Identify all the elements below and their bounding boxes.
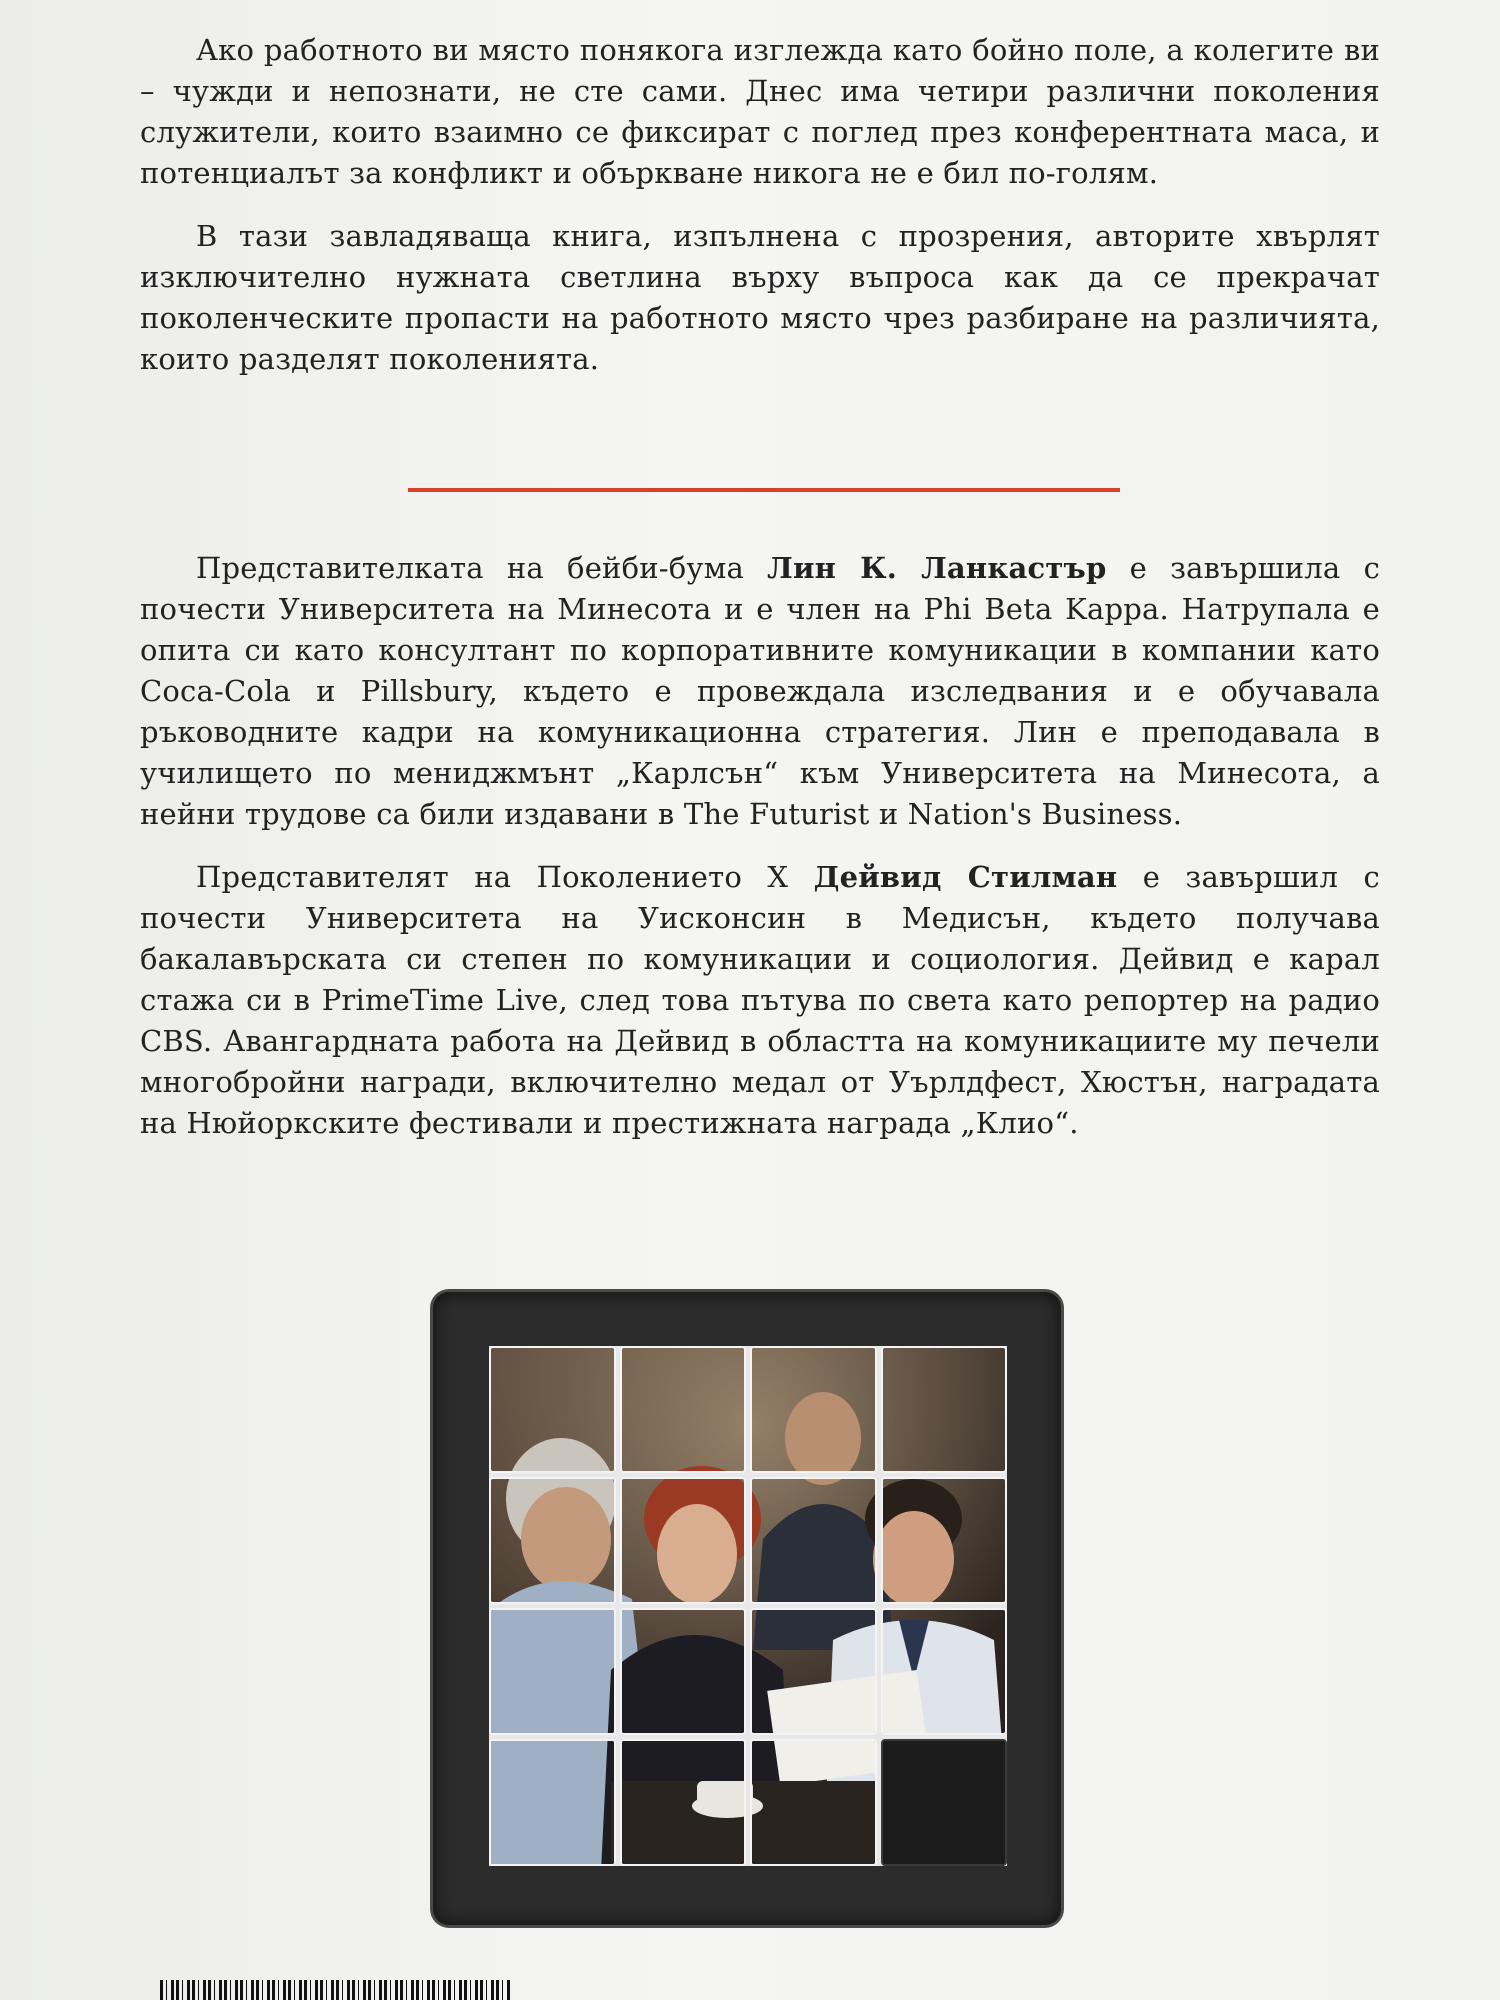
photo-fragment xyxy=(750,1739,877,1866)
bio-lancaster-intro: Представителката на бейби-бума xyxy=(196,551,768,585)
puzzle-tile xyxy=(489,1346,616,1473)
photo-fragment xyxy=(750,1477,877,1604)
bio-lancaster-text: е завършила с почести Университета на Минесота и е член на Phi Beta Kappa. Натрупала е опита си като консултант по корпоративните комуникации в компании като Coca-Cola и Pillsbury, където е провеждала изследвания и е обучавала ръководните кадри на комуникационна стратегия. Лин е преподавала в училището по мениджмънт „Карлсън“ към Университета на Минесота, а нейни трудове са били издавани в The Futurist и Nation's Business. xyxy=(140,551,1381,831)
barcode xyxy=(160,1980,510,2000)
photo-fragment xyxy=(750,1348,877,1473)
puzzle-tile xyxy=(750,1477,877,1604)
photo-fragment xyxy=(491,1477,616,1604)
authors-bios-section xyxy=(140,548,1380,1144)
photo-fragment xyxy=(491,1348,616,1473)
puzzle-tile xyxy=(489,1608,616,1735)
photo-fragment xyxy=(881,1608,1008,1735)
puzzle-tile xyxy=(489,1477,616,1604)
blurb-section xyxy=(140,30,1380,380)
puzzle-grid xyxy=(489,1346,1007,1866)
photo-fragment xyxy=(881,1348,1008,1473)
bio-stillman-intro: Представителят на Поколението Х xyxy=(196,860,814,894)
blurb-paragraph-2: В тази завладяваща книга, изпълнена с прозрения, авторите хвърлят изключително нужната светлина върху въпроса как да се прекрачат поколенческите пропасти на работното място чрез разбиране на различията, които разделят поколенията. xyxy=(140,219,1380,376)
photo-fragment xyxy=(620,1348,747,1473)
puzzle-tile xyxy=(620,1608,747,1735)
blurb-paragraph-1: Ако работното ви място понякога изглежда като бойно поле, а колегите ви – чужди и непознати, не сте сами. Днес има четири различни поколения служители, които взаимно се фиксират с поглед през конферентната маса, и потенциалът за конфликт и объркване никога не е бил по-голям. xyxy=(140,33,1380,190)
bio-stillman-text: е завършил с почести Университета на Уисконсин в Медисън, където получава бакалавърската си степен по комуникации и социология. Дейвид е карал стажа си в PrimeTime Live, след това пътува по света като репортер на радио CBS. Авангардната работа на Дейвид в областта на комуникациите му печели многобройни награди, включително медал от Уърлдфест, Хюстън, наградата на Нюйоркските фестивали и престижната награда „Клио“. xyxy=(140,860,1380,1140)
puzzle-tile xyxy=(489,1739,616,1866)
puzzle-tile xyxy=(750,1739,877,1866)
puzzle-tile xyxy=(620,1477,747,1604)
puzzle-tile xyxy=(750,1608,877,1735)
author-name-lancaster: Лин К. Ланкастър xyxy=(767,551,1107,585)
puzzle-tile xyxy=(620,1739,747,1866)
photo-fragment xyxy=(620,1477,747,1604)
puzzle-tile xyxy=(881,1477,1008,1604)
sliding-puzzle-photo xyxy=(433,1292,1061,1925)
puzzle-empty-slot xyxy=(881,1739,1008,1866)
puzzle-tile xyxy=(881,1346,1008,1473)
photo-fragment xyxy=(491,1608,616,1735)
photo-fragment xyxy=(620,1608,747,1735)
photo-fragment xyxy=(620,1739,747,1866)
photo-fragment xyxy=(881,1477,1008,1604)
bio-stillman xyxy=(140,857,1380,1144)
author-name-stillman: Дейвид Стилман xyxy=(813,860,1118,894)
puzzle-tile xyxy=(750,1346,877,1473)
photo-fragment xyxy=(491,1739,616,1866)
photo-fragment xyxy=(750,1608,877,1735)
bio-lancaster xyxy=(140,548,1380,835)
puzzle-tile xyxy=(881,1608,1008,1735)
red-divider xyxy=(408,488,1120,492)
puzzle-tile xyxy=(620,1346,747,1473)
